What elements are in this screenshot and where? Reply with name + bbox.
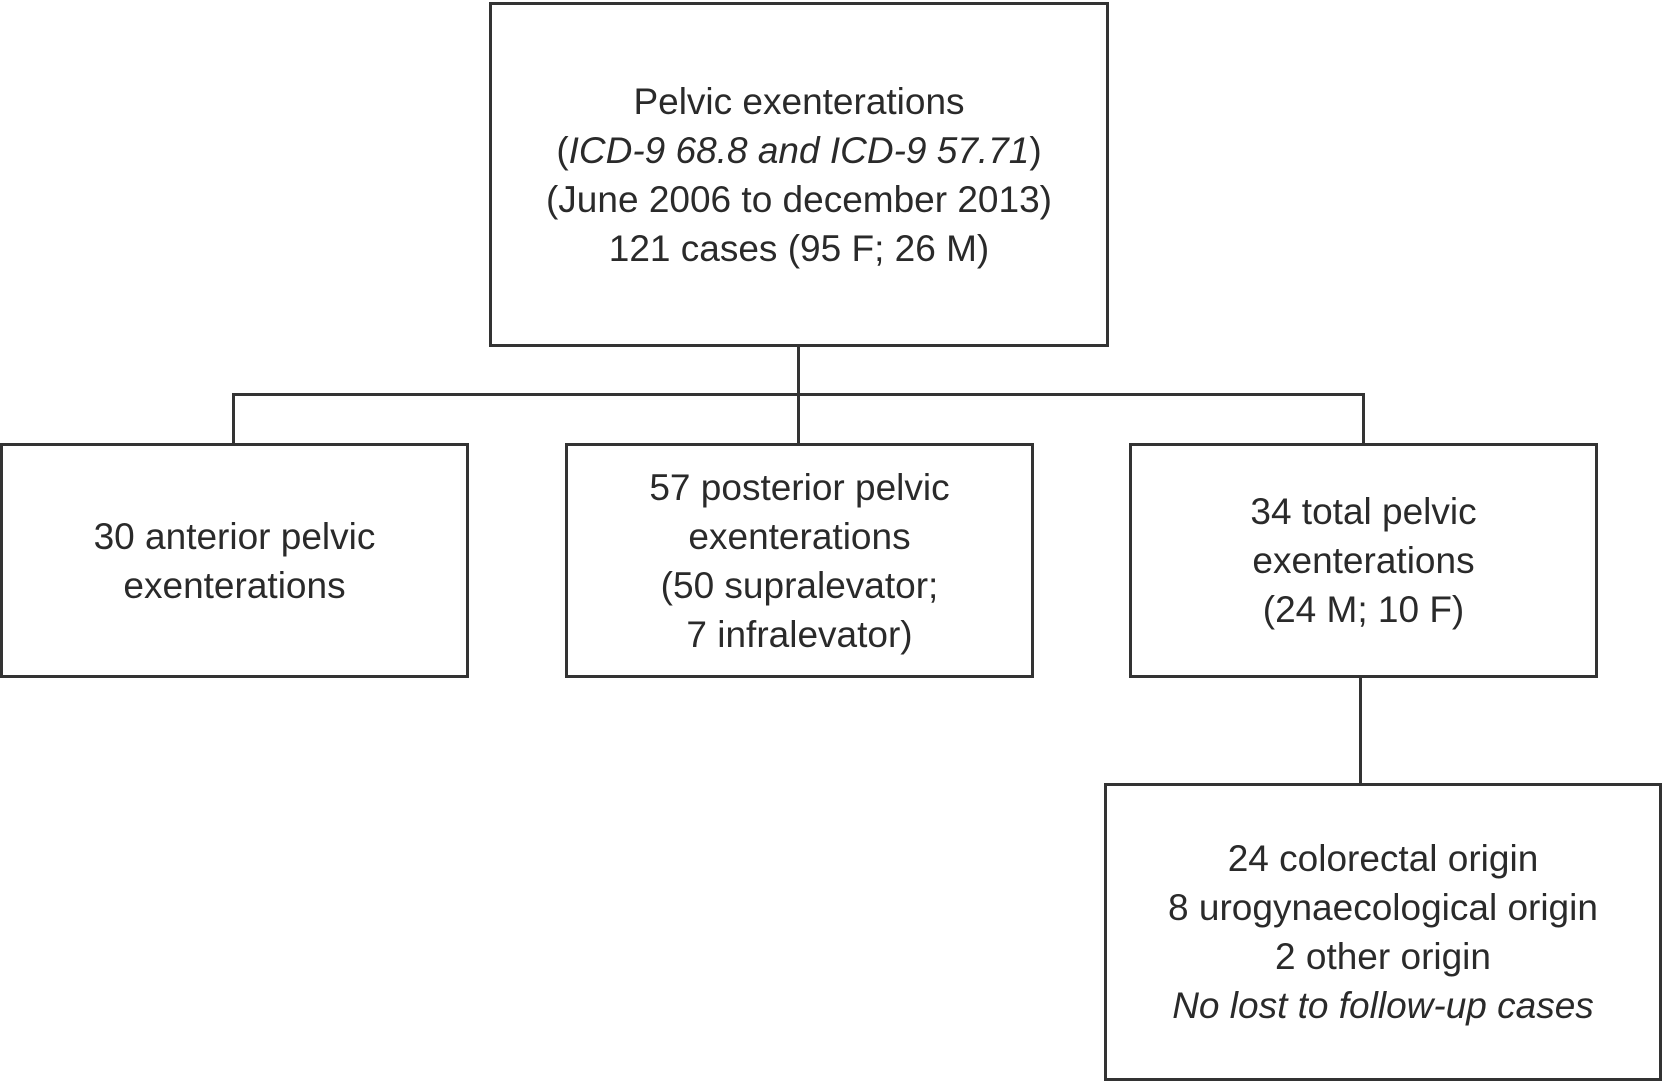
- total-box-line2: exenterations: [1252, 540, 1475, 581]
- posterior-exenterations-box: [565, 443, 1034, 678]
- origin-box-follow-up-note: No lost to follow-up cases: [1172, 985, 1594, 1026]
- total-box-line1: 34 total pelvic: [1250, 491, 1477, 532]
- top-box-case-count: 121 cases (95 F; 26 M): [608, 227, 990, 269]
- connector-to-anterior: [232, 393, 235, 445]
- origin-box-urogynaecological: 8 urogynaecological origin: [1168, 887, 1598, 928]
- posterior-box-line3: (50 supralevator;: [660, 564, 939, 606]
- origin-box-colorectal: 24 colorectal origin: [1227, 838, 1539, 879]
- total-box-line3: (24 M; 10 F): [1262, 589, 1465, 630]
- anterior-box-line2: exenterations: [123, 564, 346, 606]
- anterior-box-line1: 30 anterior pelvic: [93, 515, 376, 557]
- posterior-box-line1: 57 posterior pelvic: [649, 466, 950, 508]
- connector-top-vertical: [797, 345, 800, 395]
- anterior-exenterations-box: [0, 443, 469, 678]
- origin-box-other: 2 other origin: [1275, 936, 1491, 977]
- origin-breakdown-box: [1104, 783, 1662, 1081]
- total-exenterations-box: [1129, 443, 1598, 678]
- top-box-icd-codes: (ICD-9 68.8 and ICD-9 57.71): [556, 129, 1042, 171]
- top-box-date-range: (June 2006 to december 2013): [545, 178, 1052, 220]
- posterior-box-line2: exenterations: [688, 515, 911, 557]
- connector-to-posterior: [797, 393, 800, 445]
- pelvic-exenterations-box: [489, 2, 1109, 347]
- posterior-box-line4: 7 infralevator): [686, 613, 913, 655]
- connector-total-to-origin: [1359, 676, 1362, 785]
- connector-to-total: [1362, 393, 1365, 445]
- top-box-title: Pelvic exenterations: [633, 80, 965, 122]
